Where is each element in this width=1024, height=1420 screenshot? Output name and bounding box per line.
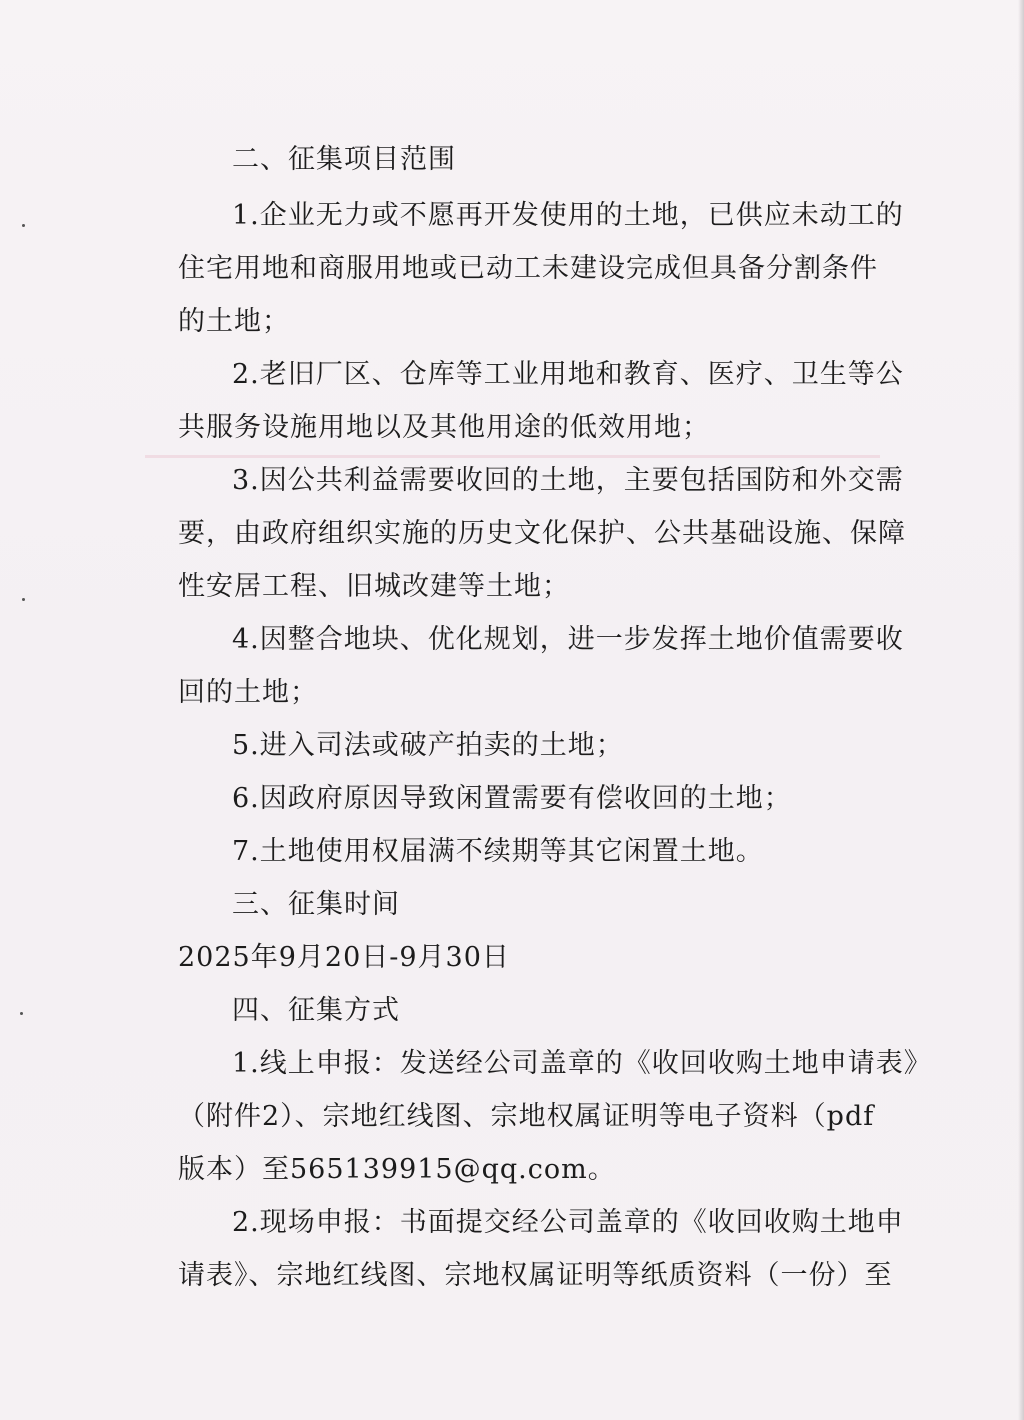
s4-item-1-line-2: （附件2）、宗地红线图、宗地权属证明等电子资料（pdf xyxy=(178,1101,875,1132)
s2-item-4-line-1: 4.因整合地块、优化规划，进一步发挥土地价值需要收 xyxy=(232,624,904,655)
scan-speck xyxy=(22,598,25,601)
section-3-heading: 三、征集时间 xyxy=(232,889,400,920)
s4-item-1-line-1: 1.线上申报：发送经公司盖章的《收回收购土地申请表》 xyxy=(232,1048,932,1079)
s2-item-5: 5.进入司法或破产拍卖的土地； xyxy=(232,730,624,761)
scan-speck xyxy=(22,224,25,227)
s2-item-1-line-3: 的土地； xyxy=(178,306,290,337)
s2-item-1-line-1: 1.企业无力或不愿再开发使用的土地，已供应未动工的 xyxy=(232,200,904,231)
bleed-through-rule xyxy=(145,455,880,458)
s2-item-7: 7.土地使用权届满不续期等其它闲置土地。 xyxy=(232,836,764,867)
s4-item-2-line-2: 请表》、宗地红线图、宗地权属证明等纸质资料（一份）至 xyxy=(178,1260,893,1291)
collection-period: 2025年9月20日-9月30日 xyxy=(178,942,510,973)
scan-speck xyxy=(20,1012,23,1015)
s2-item-4-line-2: 回的土地； xyxy=(178,677,318,708)
s4-item-1-line-3: 版本）至565139915@qq.com。 xyxy=(178,1154,616,1185)
section-4-heading: 四、征集方式 xyxy=(232,995,400,1026)
s4-item-2-line-1: 2.现场申报：书面提交经公司盖章的《收回收购土地申 xyxy=(232,1207,904,1238)
s2-item-3-line-3: 性安居工程、旧城改建等土地； xyxy=(178,571,570,602)
page-edge-shadow xyxy=(1018,0,1024,1420)
s2-item-1-line-2: 住宅用地和商服用地或已动工未建设完成但具备分割条件 xyxy=(178,253,878,284)
s2-item-3-line-1: 3.因公共利益需要收回的土地，主要包括国防和外交需 xyxy=(232,465,904,496)
s2-item-2-line-1: 2.老旧厂区、仓库等工业用地和教育、医疗、卫生等公 xyxy=(232,359,904,390)
s2-item-3-line-2: 要，由政府组织实施的历史文化保护、公共基础设施、保障 xyxy=(178,518,906,549)
section-2-heading: 二、征集项目范围 xyxy=(232,144,456,175)
s2-item-6: 6.因政府原因导致闲置需要有偿收回的土地； xyxy=(232,783,792,814)
s2-item-2-line-2: 共服务设施用地以及其他用途的低效用地； xyxy=(178,412,710,443)
